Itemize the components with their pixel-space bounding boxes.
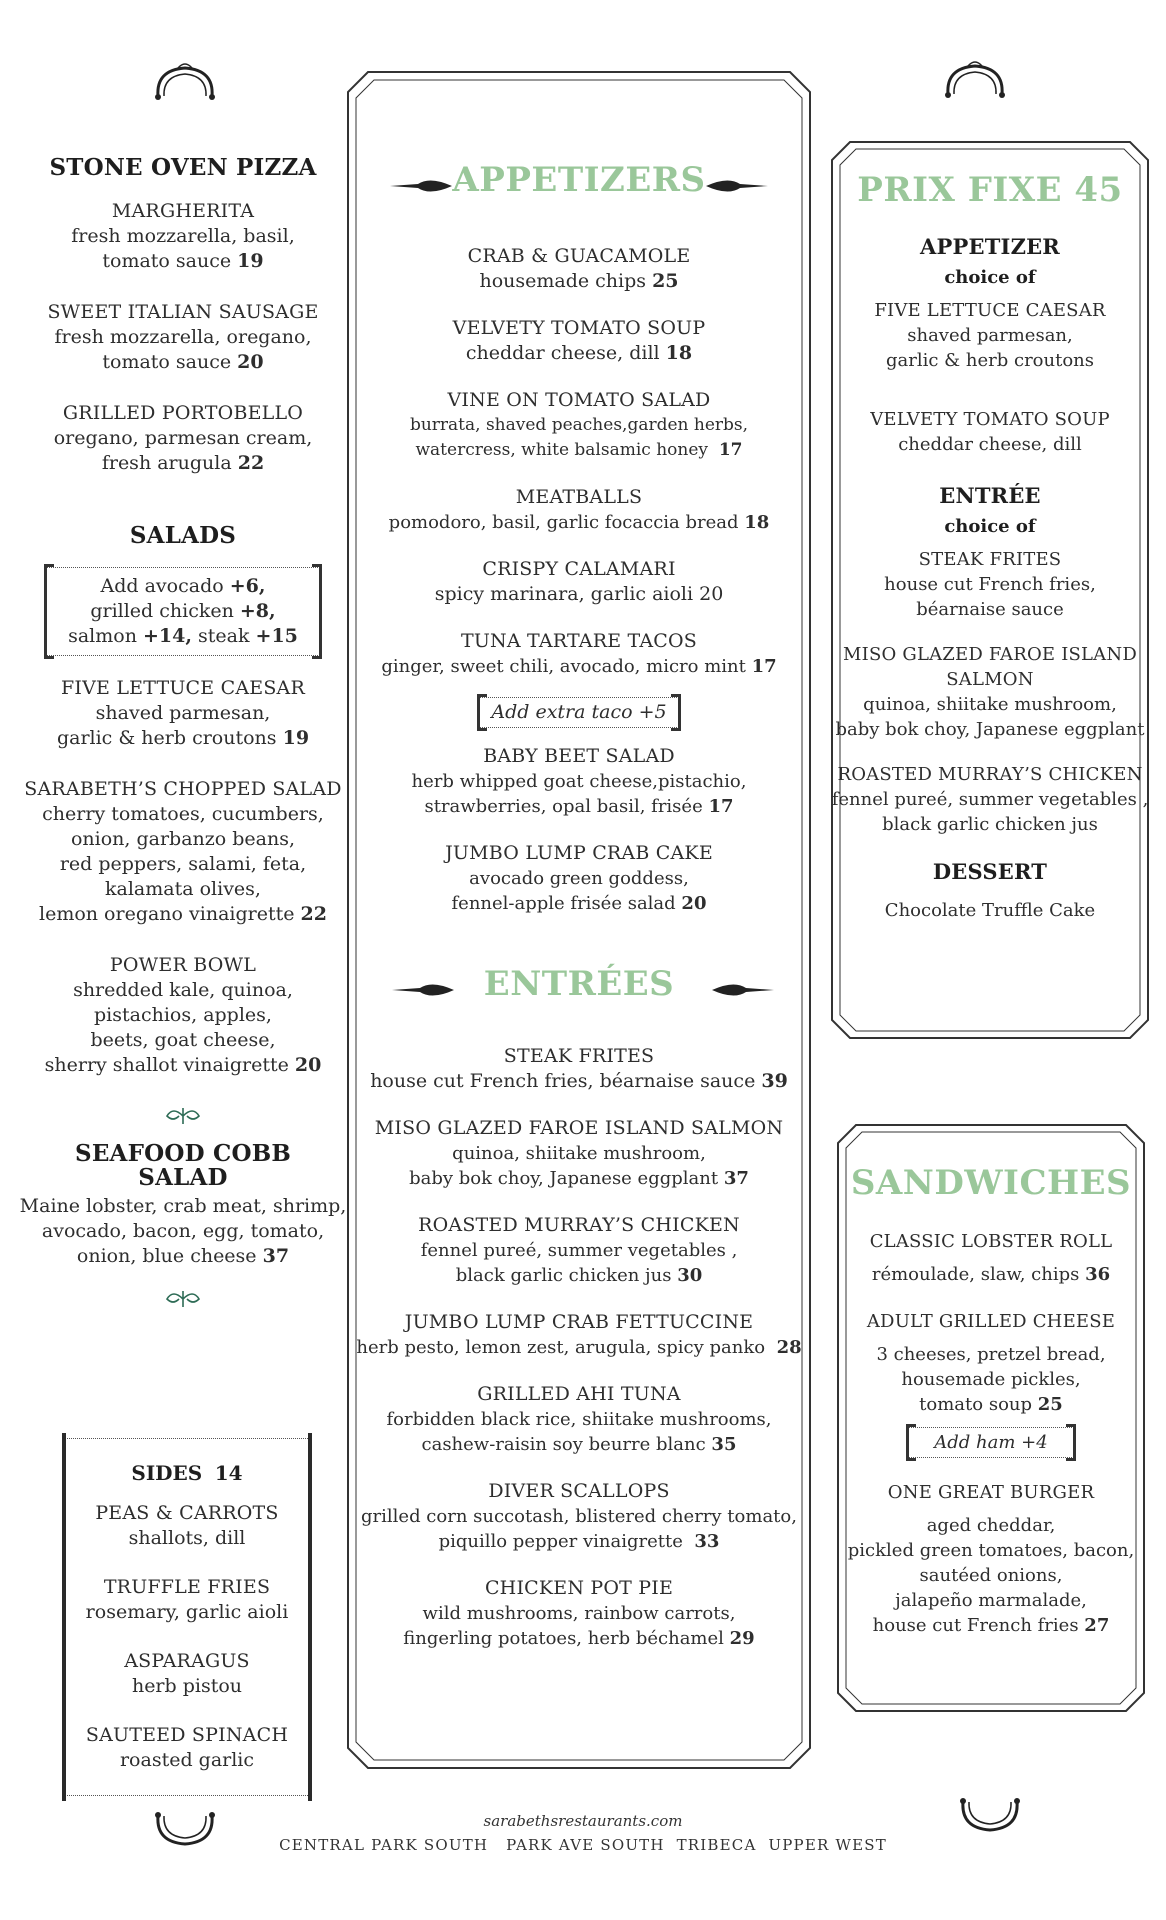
menu-item: JUMBO LUMP CRAB CAKE avocado green goddess, fennel-apple frisée salad 20	[346, 841, 812, 916]
vine-flourish-icon	[163, 1287, 203, 1311]
menu-item: DIVER SCALLOPS grilled corn succotash, blistered cherry tomato, piquillo pepper vinaigrette 33	[346, 1479, 812, 1554]
menu-item: CRISPY CALAMARI spicy marinara, garlic aioli 20	[346, 557, 812, 607]
item-name: SWEET ITALIAN SAUSAGE	[47, 301, 319, 323]
item-name: CRISPY CALAMARI	[482, 558, 676, 580]
item-name: JUMBO LUMP CRAB FETTUCCINE	[404, 1311, 754, 1333]
item-price: 22	[300, 903, 327, 925]
menu-item: STEAK FRITES house cut French fries, béarnaise sauce 39	[346, 1044, 812, 1094]
item-price: 37	[262, 1245, 290, 1267]
menu-item: JUMBO LUMP CRAB FETTUCCINE herb pesto, lemon zest, arugula, spicy panko 28	[346, 1310, 812, 1360]
section-title-prix-fixe: PRIX FIXE 45	[857, 170, 1123, 210]
menu-item: CLASSIC LOBSTER ROLL rémoulade, slaw, chips 36	[869, 1231, 1113, 1285]
side-item: SAUTEED SPINACH roasted garlic	[85, 1724, 289, 1771]
side-item: TRUFFLE FRIES rosemary, garlic aioli	[85, 1576, 289, 1623]
item-price: 20	[237, 351, 264, 373]
menu-item: ROASTED MURRAY’S CHICKEN fennel pureé, summer vegetables , black garlic chicken jus	[831, 764, 1149, 835]
prix-fixe-frame	[830, 140, 1150, 1040]
section-title-sides: SIDES 14	[131, 1461, 243, 1485]
item-name: SARABETH’S CHOPPED SALAD	[24, 778, 342, 800]
item-price: 22	[237, 452, 265, 474]
course-title: DESSERT	[932, 859, 1048, 884]
section-title-sandwiches: SANDWICHES	[850, 1163, 1132, 1203]
sides-box	[64, 1438, 310, 1796]
item-name: STEAK FRITES	[503, 1045, 655, 1067]
item-name: CRAB & GUACAMOLE	[467, 245, 691, 267]
section-title-entrees: ENTRÉES	[483, 964, 675, 1004]
menu-item	[18, 401, 348, 476]
sandwiches-frame	[836, 1123, 1146, 1713]
menu-item: MEATBALLS pomodoro, basil, garlic focaccia bread 18	[346, 485, 812, 535]
item-price: 19	[237, 250, 264, 272]
item-desc: fresh mozzarella, oregano,	[54, 326, 312, 348]
item-name: MISO GLAZED FAROE ISLAND SALMON	[374, 1117, 784, 1139]
item-name: BABY BEET SALAD	[483, 745, 675, 767]
taco-addon: Add extra taco +5	[479, 697, 678, 728]
item-name: ROASTED MURRAY’S CHICKEN	[418, 1214, 740, 1236]
item-name: TUNA TARTARE TACOS	[460, 630, 698, 652]
ham-addon: Add ham +4	[908, 1427, 1073, 1458]
item-name: FIVE LETTUCE CAESAR	[61, 677, 305, 699]
menu-item: TUNA TARTARE TACOS ginger, sweet chili, avocado, micro mint 17	[346, 629, 812, 679]
pizza-section	[18, 154, 348, 476]
menu-item: VINE ON TOMATO SALAD burrata, shaved peaches,garden herbs, watercress, white balsamic honey 17	[346, 388, 812, 463]
menu-item: FIVE LETTUCE CAESAR shaved parmesan, garlic & herb croutons	[874, 300, 1106, 371]
menu-item: SARABETH’S CHOPPED SALAD cherry tomatoes, cucumbers, onion, garbanzo beans, red peppers, salami, feta, kalamata olives, lemon oregano vinaigrette 22	[18, 777, 348, 927]
right-arrow-ornament-icon	[706, 174, 768, 198]
item-name: VINE ON TOMATO SALAD	[447, 389, 711, 411]
item-name: VELVETY TOMATO SOUP	[452, 317, 706, 339]
item-desc: fresh arugula 22	[101, 452, 265, 474]
top-left-flourish-icon	[150, 60, 220, 102]
item-name: GRILLED PORTOBELLO	[62, 402, 304, 424]
menu-item: ONE GREAT BURGER aged cheddar, pickled green tomatoes, bacon, sautéed onions, jalapeño marmalade, house cut French fries 27	[847, 1482, 1135, 1636]
item-desc: fresh mozzarella, basil,	[71, 225, 295, 247]
menu-item	[18, 300, 348, 375]
sandwiches-content	[836, 1123, 1146, 1638]
menu-item: FIVE LETTUCE CAESAR shaved parmesan, garlic & herb croutons 19	[18, 676, 348, 751]
menu-item: MISO GLAZED FAROE ISLAND SALMON quinoa, shiitake mushroom, baby bok choy, Japanese eggplant	[835, 644, 1145, 740]
section-title-pizza: STONE OVEN PIZZA	[49, 154, 317, 181]
middle-column	[346, 70, 812, 1677]
item-name: MEATBALLS	[515, 486, 643, 508]
item-name: GRILLED AHI TUNA	[477, 1383, 681, 1405]
item-name: MARGHERITA	[111, 200, 255, 222]
menu-item: CHICKEN POT PIE wild mushrooms, rainbow carrots, fingerling potatoes, herb béchamel 29	[346, 1576, 812, 1651]
item-name: CHICKEN POT PIE	[484, 1577, 674, 1599]
course-title: ENTRÉE	[939, 483, 1041, 508]
section-title-appetizers: APPETIZERS	[452, 160, 706, 200]
website-link[interactable]: sarabethsrestaurants.com	[483, 1812, 683, 1830]
item-desc: tomato sauce 19	[102, 250, 264, 272]
side-item: ASPARAGUS herb pistou	[124, 1650, 250, 1697]
vine-flourish-icon	[163, 1104, 203, 1128]
cobb-section: SEAFOOD COBB SALAD Maine lobster, crab meat, shrimp, avocado, bacon, egg, tomato, onion, blue cheese 37	[19, 1140, 347, 1267]
item-desc: tomato sauce 20	[102, 351, 264, 373]
side-item: PEAS & CARROTS shallots, dill	[95, 1502, 279, 1549]
prix-fixe-content: PRIX FIXE 45 APPETIZER choice of FIVE LETTUCE CAESAR shaved parmesan, garlic & herb croutons VELVETY TOMATO SOUP cheddar cheese, dill ENTRÉE choice of STEAK FRITES house cut French fries, béarnaise sauce MISO GLAZED FAROE ISLAND SALMON quinoa, shiitake mushroom, baby bok choy, Japanese eggplant ROASTED MURRAY’S CHICKEN fennel pureé, summer vegetables , black garlic chicken jus DESSERT Chocolate Truffle Cake	[831, 170, 1149, 921]
right-arrow-ornament-icon	[712, 978, 774, 1002]
item-name: POWER BOWL	[109, 954, 257, 976]
salads-section	[18, 522, 348, 1078]
menu-item: VELVETY TOMATO SOUP cheddar cheese, dill	[870, 409, 1110, 455]
item-name: JUMBO LUMP CRAB CAKE	[445, 842, 713, 864]
menu-item: POWER BOWL shredded kale, quinoa, pistachios, apples, beets, goat cheese, sherry shallot vinaigrette 20	[18, 953, 348, 1078]
menu-item: CRAB & GUACAMOLE housemade chips 25	[346, 244, 812, 294]
menu-item: GRILLED AHI TUNA forbidden black rice, shiitake mushrooms, cashew-raisin soy beurre blanc 35	[346, 1382, 812, 1457]
top-right-flourish-icon	[940, 58, 1010, 100]
item-price: 20	[294, 1054, 322, 1076]
item-name: DIVER SCALLOPS	[488, 1480, 670, 1502]
menu-item: VELVETY TOMATO SOUP cheddar cheese, dill 18	[346, 316, 812, 366]
salad-addons-box: Add avocado +6, grilled chicken +8, salmon +14, steak +15	[46, 567, 320, 656]
locations-list: CENTRAL PARK SOUTH PARK AVE SOUTH TRIBECA UPPER WEST	[279, 1836, 887, 1854]
course-title: APPETIZER	[920, 234, 1060, 259]
menu-item: ROASTED MURRAY’S CHICKEN fennel pureé, summer vegetables , black garlic chicken jus 30	[346, 1213, 812, 1288]
menu-item: MISO GLAZED FAROE ISLAND SALMON quinoa, shiitake mushroom, baby bok choy, Japanese eggplant 37	[346, 1116, 812, 1191]
menu-item: STEAK FRITES house cut French fries, béarnaise sauce	[884, 549, 1096, 620]
menu-item: BABY BEET SALAD herb whipped goat cheese,pistachio, strawberries, opal basil, frisée 17	[346, 744, 812, 819]
footer	[0, 1812, 1166, 1854]
item-desc: oregano, parmesan cream,	[53, 427, 313, 449]
middle-frame	[346, 70, 812, 1770]
section-title-salads: SALADS	[129, 522, 237, 549]
item-price: 19	[282, 727, 310, 749]
menu-item: ADULT GRILLED CHEESE 3 cheeses, pretzel bread, housemade pickles, tomato soup 25	[866, 1311, 1116, 1415]
left-column	[18, 148, 348, 1311]
dessert-item: Chocolate Truffle Cake	[884, 900, 1096, 921]
menu-item	[18, 199, 348, 274]
